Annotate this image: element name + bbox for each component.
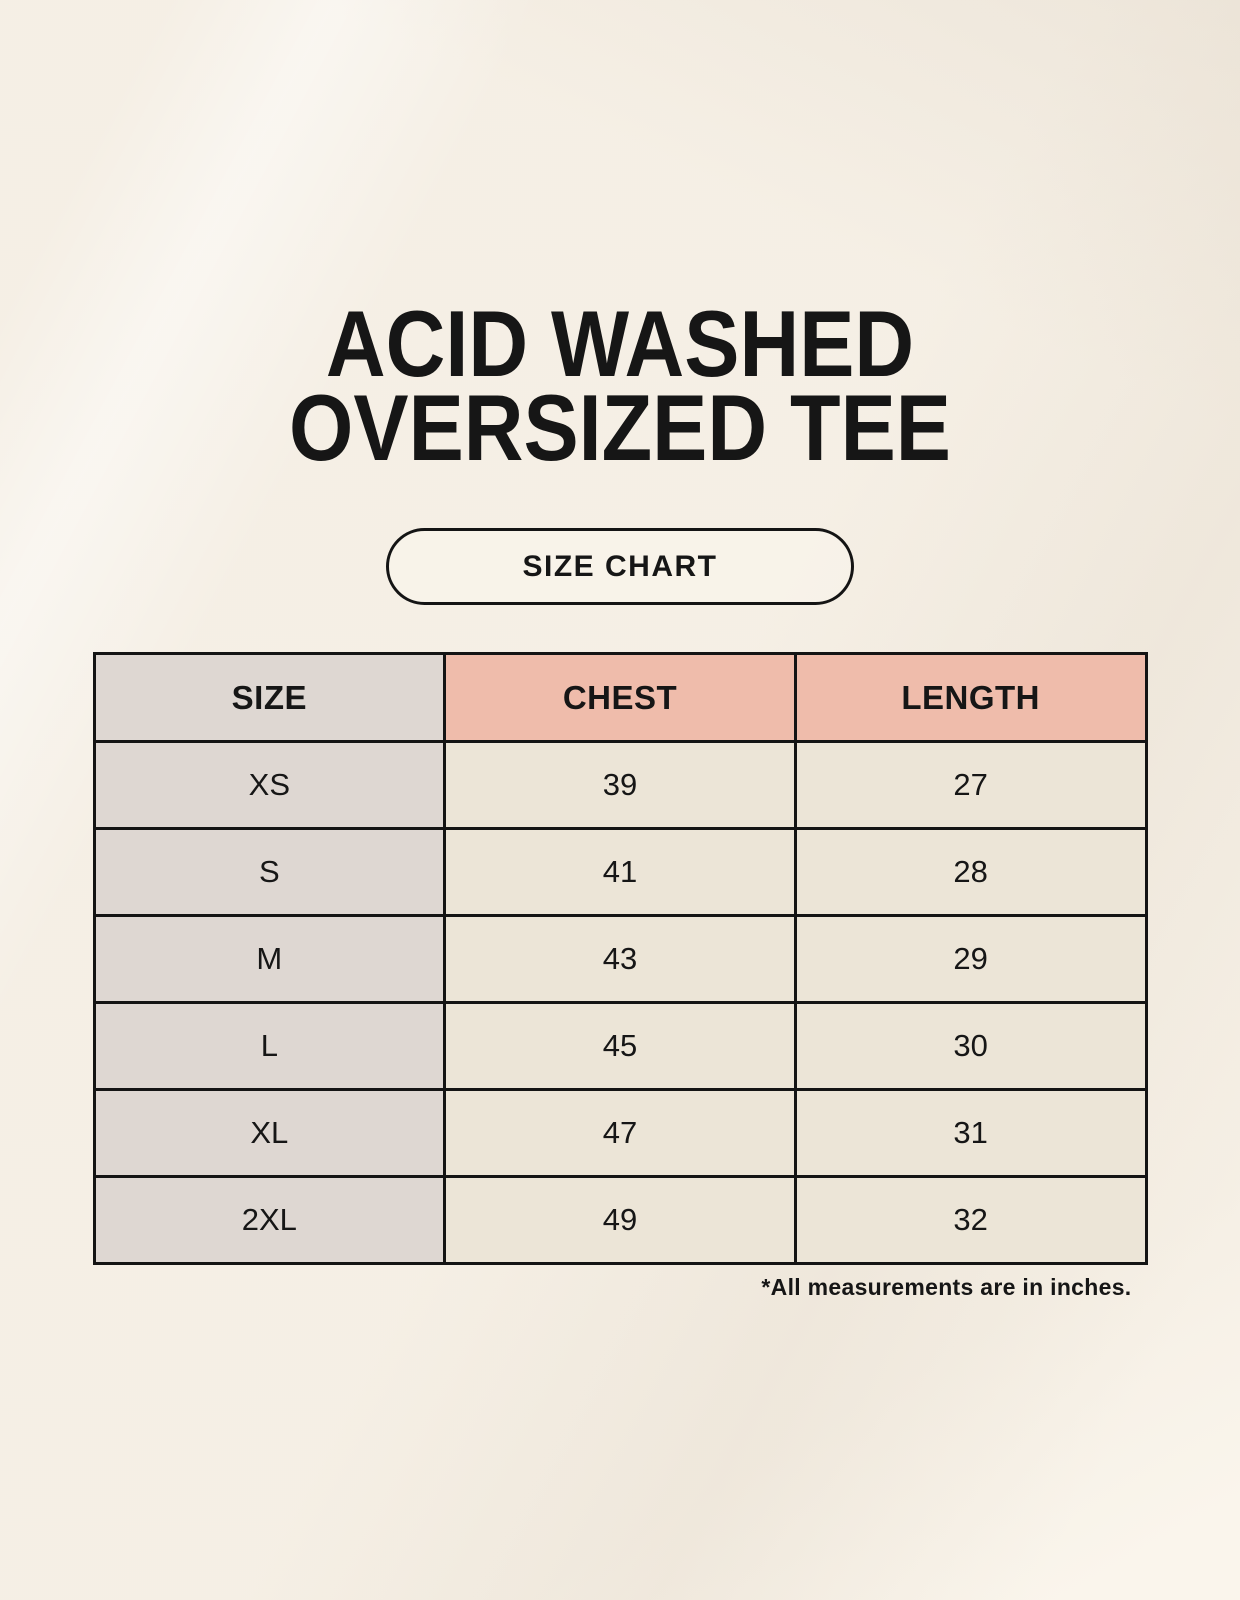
chest-cell: 41 <box>445 829 796 916</box>
length-cell: 31 <box>795 1090 1146 1177</box>
size-cell: S <box>94 829 445 916</box>
size-cell: M <box>94 916 445 1003</box>
length-column-header: LENGTH <box>795 654 1146 742</box>
table-row <box>94 1003 1146 1090</box>
size-column-header: SIZE <box>94 654 445 742</box>
chest-cell: 39 <box>445 742 796 829</box>
size-table <box>93 652 1148 1265</box>
size-chart-button-label: SIZE CHART <box>522 549 718 583</box>
table-header-row <box>94 654 1146 742</box>
chest-column-header: CHEST <box>445 654 796 742</box>
length-cell: 29 <box>795 916 1146 1003</box>
page-title <box>74 0 1165 480</box>
chest-cell: 47 <box>445 1090 796 1177</box>
page-title-line2: OVERSIZED TEE <box>289 375 951 480</box>
table-row <box>94 1090 1146 1177</box>
chest-cell: 45 <box>445 1003 796 1090</box>
length-cell: 30 <box>795 1003 1146 1090</box>
measurements-footnote: *All measurements are in inches. <box>761 1274 1132 1300</box>
table-row <box>94 1177 1146 1264</box>
size-cell: XS <box>94 742 445 829</box>
length-cell: 27 <box>795 742 1146 829</box>
table-row <box>94 742 1146 829</box>
size-cell: XL <box>94 1090 445 1177</box>
table-row <box>94 829 1146 916</box>
chest-cell: 49 <box>445 1177 796 1264</box>
page-title-line1: ACID WASHED <box>325 291 915 396</box>
size-cell: 2XL <box>94 1177 445 1264</box>
size-table-container <box>93 652 1148 1265</box>
size-chart-button[interactable] <box>386 528 854 605</box>
length-cell: 32 <box>795 1177 1146 1264</box>
table-row <box>94 916 1146 1003</box>
size-cell: L <box>94 1003 445 1090</box>
chest-cell: 43 <box>445 916 796 1003</box>
length-cell: 28 <box>795 829 1146 916</box>
